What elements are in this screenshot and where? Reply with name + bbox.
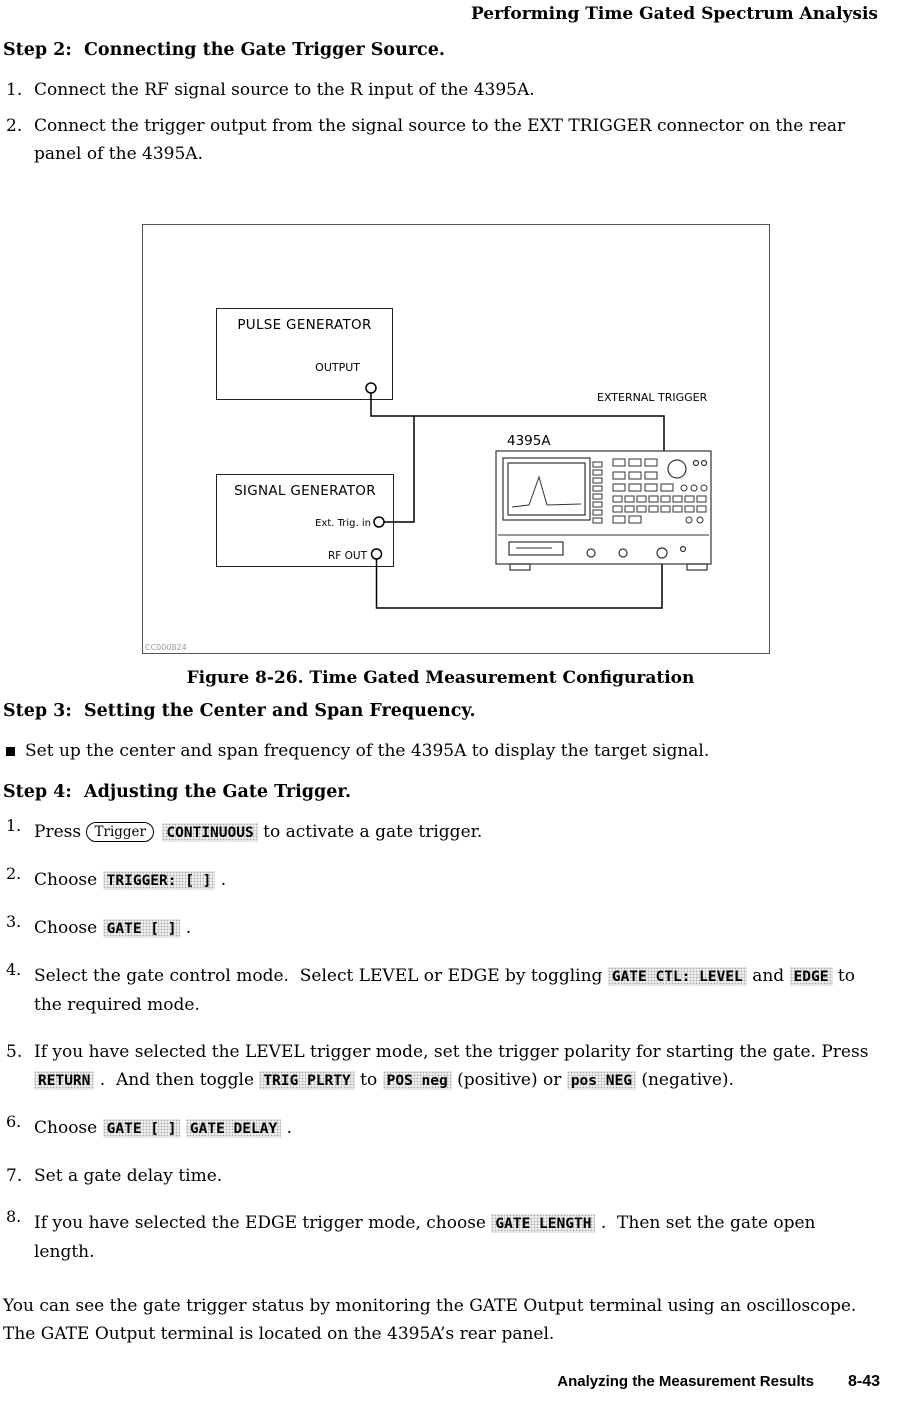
item-text: If you have selected the LEVEL trigger mode, set the trigger polarity for starting the gate. Press xyxy=(34,1042,874,1062)
item-text: Set a gate delay time. xyxy=(34,1166,223,1186)
list-item xyxy=(3,1114,878,1143)
rf-out-connector xyxy=(372,549,382,559)
softkey-gate-length: GATE LENGTH xyxy=(491,1214,595,1233)
figure-8-26 xyxy=(142,224,770,654)
item-number: 2. xyxy=(6,864,22,883)
item-text: Choose xyxy=(34,918,103,938)
item-text: Connect the RF signal source to the R input of the 4395A. xyxy=(34,80,535,100)
item-number: 1. xyxy=(6,80,23,100)
wire-pulse-to-analyzer xyxy=(371,393,664,454)
r-input-connector xyxy=(657,548,667,558)
pulse-generator-label: PULSE GENERATOR xyxy=(237,317,372,333)
rf-out-label: RF OUT xyxy=(327,550,367,562)
wire-rfout-to-analyzer xyxy=(377,558,663,608)
list-item xyxy=(3,1038,878,1095)
footer-section-title: Analyzing the Measurement Results xyxy=(557,1373,814,1390)
item-text: Choose xyxy=(34,1118,103,1138)
list-item xyxy=(3,76,878,104)
item-number: 5. xyxy=(6,1042,23,1062)
figure-diagram xyxy=(143,225,769,653)
item-text: Connect the trigger output from the signal source to the EXT TRIGGER connector on the rear panel of the 4395A. xyxy=(34,116,851,164)
item-text: . xyxy=(281,1118,292,1138)
softkey-trigger-bracket: TRIGGER: [ ] xyxy=(103,871,216,890)
step2-heading: Step 2: Connecting the Gate Trigger Source. xyxy=(3,40,445,60)
item-text: (positive) or xyxy=(451,1070,567,1090)
softkey-gate-delay: GATE DELAY xyxy=(186,1119,281,1138)
wire-pulse-to-signal xyxy=(384,416,414,522)
item-number: 8. xyxy=(6,1207,22,1226)
softkey-gate-ctl-level: GATE CTL: LEVEL xyxy=(608,967,747,986)
softkey-trig-plrty: TRIG PLRTY xyxy=(259,1071,354,1090)
list-item xyxy=(3,866,878,895)
item-text: to activate a gate trigger. xyxy=(257,822,483,842)
item-text: . And then toggle xyxy=(94,1070,260,1090)
list-item xyxy=(3,818,878,847)
item-number: 6. xyxy=(6,1112,22,1131)
closing-paragraph: You can see the gate trigger status by monitoring the GATE Output terminal using an oscilloscope. The GATE Output terminal is located on the 4395A’s rear panel. xyxy=(3,1296,868,1344)
step4-heading: Step 4: Adjusting the Gate Trigger. xyxy=(3,782,352,802)
item-text: to xyxy=(354,1070,383,1090)
output-port-label: OUTPUT xyxy=(315,361,360,374)
softkey-continuous: CONTINUOUS xyxy=(162,823,257,842)
list-item xyxy=(3,962,878,1019)
item-number: 3. xyxy=(6,912,22,931)
ext-trig-connector xyxy=(374,517,384,527)
softkey-edge: EDGE xyxy=(790,967,833,986)
analyzer-chassis xyxy=(496,451,711,564)
external-trigger-label: EXTERNAL TRIGGER xyxy=(597,391,708,404)
bullet-item xyxy=(3,737,878,765)
softkey-gate-bracket: GATE [ ] xyxy=(103,919,181,938)
list-item xyxy=(3,1209,878,1266)
item-text: Press xyxy=(34,822,87,842)
spectrum-analyzer-drawing xyxy=(496,451,711,570)
item-text: If you have selected the EDGE trigger mode, choose xyxy=(34,1213,492,1233)
trigger-keycap: Trigger xyxy=(86,822,154,842)
item-number: 1. xyxy=(6,816,22,835)
softkey-return: RETURN xyxy=(34,1071,94,1090)
item-text: to the required mode. xyxy=(34,966,861,1015)
page-header-title: Performing Time Gated Spectrum Analysis xyxy=(470,4,878,24)
item-text: Choose xyxy=(34,870,103,890)
item-text: . xyxy=(215,870,227,890)
foot xyxy=(510,564,530,570)
figure-code: CC000824 xyxy=(145,643,187,652)
footer-page-number: 8-43 xyxy=(847,1373,880,1390)
item-text: and xyxy=(746,966,790,986)
softkey-gate-bracket: GATE [ ] xyxy=(103,1119,181,1138)
item-text: . Then set the gate open length. xyxy=(34,1213,821,1262)
page-footer xyxy=(557,1373,880,1391)
list-item xyxy=(3,1162,878,1190)
list-item xyxy=(3,112,878,168)
ext-trig-in-label: Ext. Trig. in xyxy=(315,518,371,529)
list-item xyxy=(3,914,878,943)
signal-generator-label: SIGNAL GENERATOR xyxy=(234,483,376,499)
step3-heading: Step 3: Setting the Center and Span Frequency. xyxy=(3,701,476,721)
item-number: 2. xyxy=(6,116,23,136)
analyzer-model-label: 4395A xyxy=(507,433,551,449)
connector-circles xyxy=(366,383,384,559)
softkey-pos-neg-lower: pos NEG xyxy=(567,1071,636,1090)
square-bullet-icon xyxy=(6,747,15,756)
bullet-text: Set up the center and span frequency of the 4395A to display the target signal. xyxy=(25,741,710,761)
output-connector xyxy=(366,383,376,393)
item-text: . xyxy=(180,918,192,938)
foot xyxy=(687,564,707,570)
item-text: Select the gate control mode. Select LEVEL or EDGE by toggling xyxy=(34,966,608,986)
item-text: (negative). xyxy=(635,1070,734,1090)
item-number: 7. xyxy=(6,1166,23,1186)
item-number: 4. xyxy=(6,960,22,979)
figure-caption: Figure 8-26. Time Gated Measurement Configuration xyxy=(186,668,695,688)
softkey-pos-neg: POS neg xyxy=(383,1071,452,1090)
